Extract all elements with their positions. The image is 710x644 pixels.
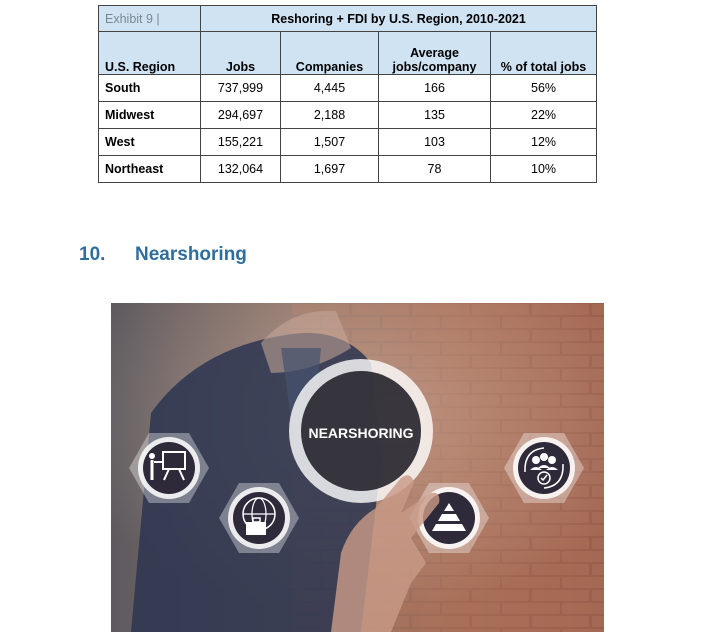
cell-percent: 22%: [491, 102, 597, 129]
cell-jobs: 155,221: [201, 129, 281, 156]
table-row: [99, 129, 597, 156]
column-header-jobs: Jobs: [201, 32, 281, 75]
section-number: 10.: [79, 244, 106, 265]
section-title: Nearshoring: [135, 244, 247, 265]
cell-region: South: [99, 75, 201, 102]
table-row: [99, 102, 597, 129]
cell-average: 135: [379, 102, 491, 129]
cell-companies: 1,507: [281, 129, 379, 156]
table-title: Reshoring + FDI by U.S. Region, 2010-2021: [201, 6, 597, 32]
cell-percent: 12%: [491, 129, 597, 156]
cell-percent: 10%: [491, 156, 597, 183]
cell-jobs: 737,999: [201, 75, 281, 102]
table-title-row: [99, 6, 597, 32]
cell-percent: 56%: [491, 75, 597, 102]
table-header-row: [99, 32, 597, 75]
column-header-percent: % of total jobs: [491, 32, 597, 75]
cell-average: 166: [379, 75, 491, 102]
table-row: [99, 156, 597, 183]
cell-region: Midwest: [99, 102, 201, 129]
cell-companies: 2,188: [281, 102, 379, 129]
cell-jobs: 132,064: [201, 156, 281, 183]
nearshoring-photo: [111, 303, 604, 632]
column-header-region: U.S. Region: [99, 32, 201, 75]
cell-region: West: [99, 129, 201, 156]
cell-average: 103: [379, 129, 491, 156]
cell-companies: 4,445: [281, 75, 379, 102]
table-row: [99, 75, 597, 102]
cell-jobs: 294,697: [201, 102, 281, 129]
exhibit-label: Exhibit 9 |: [99, 6, 201, 32]
column-header-companies: Companies: [281, 32, 379, 75]
exhibit-table: [98, 5, 597, 183]
column-header-average: Average jobs/company: [379, 32, 491, 75]
cell-companies: 1,697: [281, 156, 379, 183]
cell-region: Northeast: [99, 156, 201, 183]
cell-average: 78: [379, 156, 491, 183]
svg-text:NEARSHORING: NEARSHORING: [308, 425, 414, 441]
